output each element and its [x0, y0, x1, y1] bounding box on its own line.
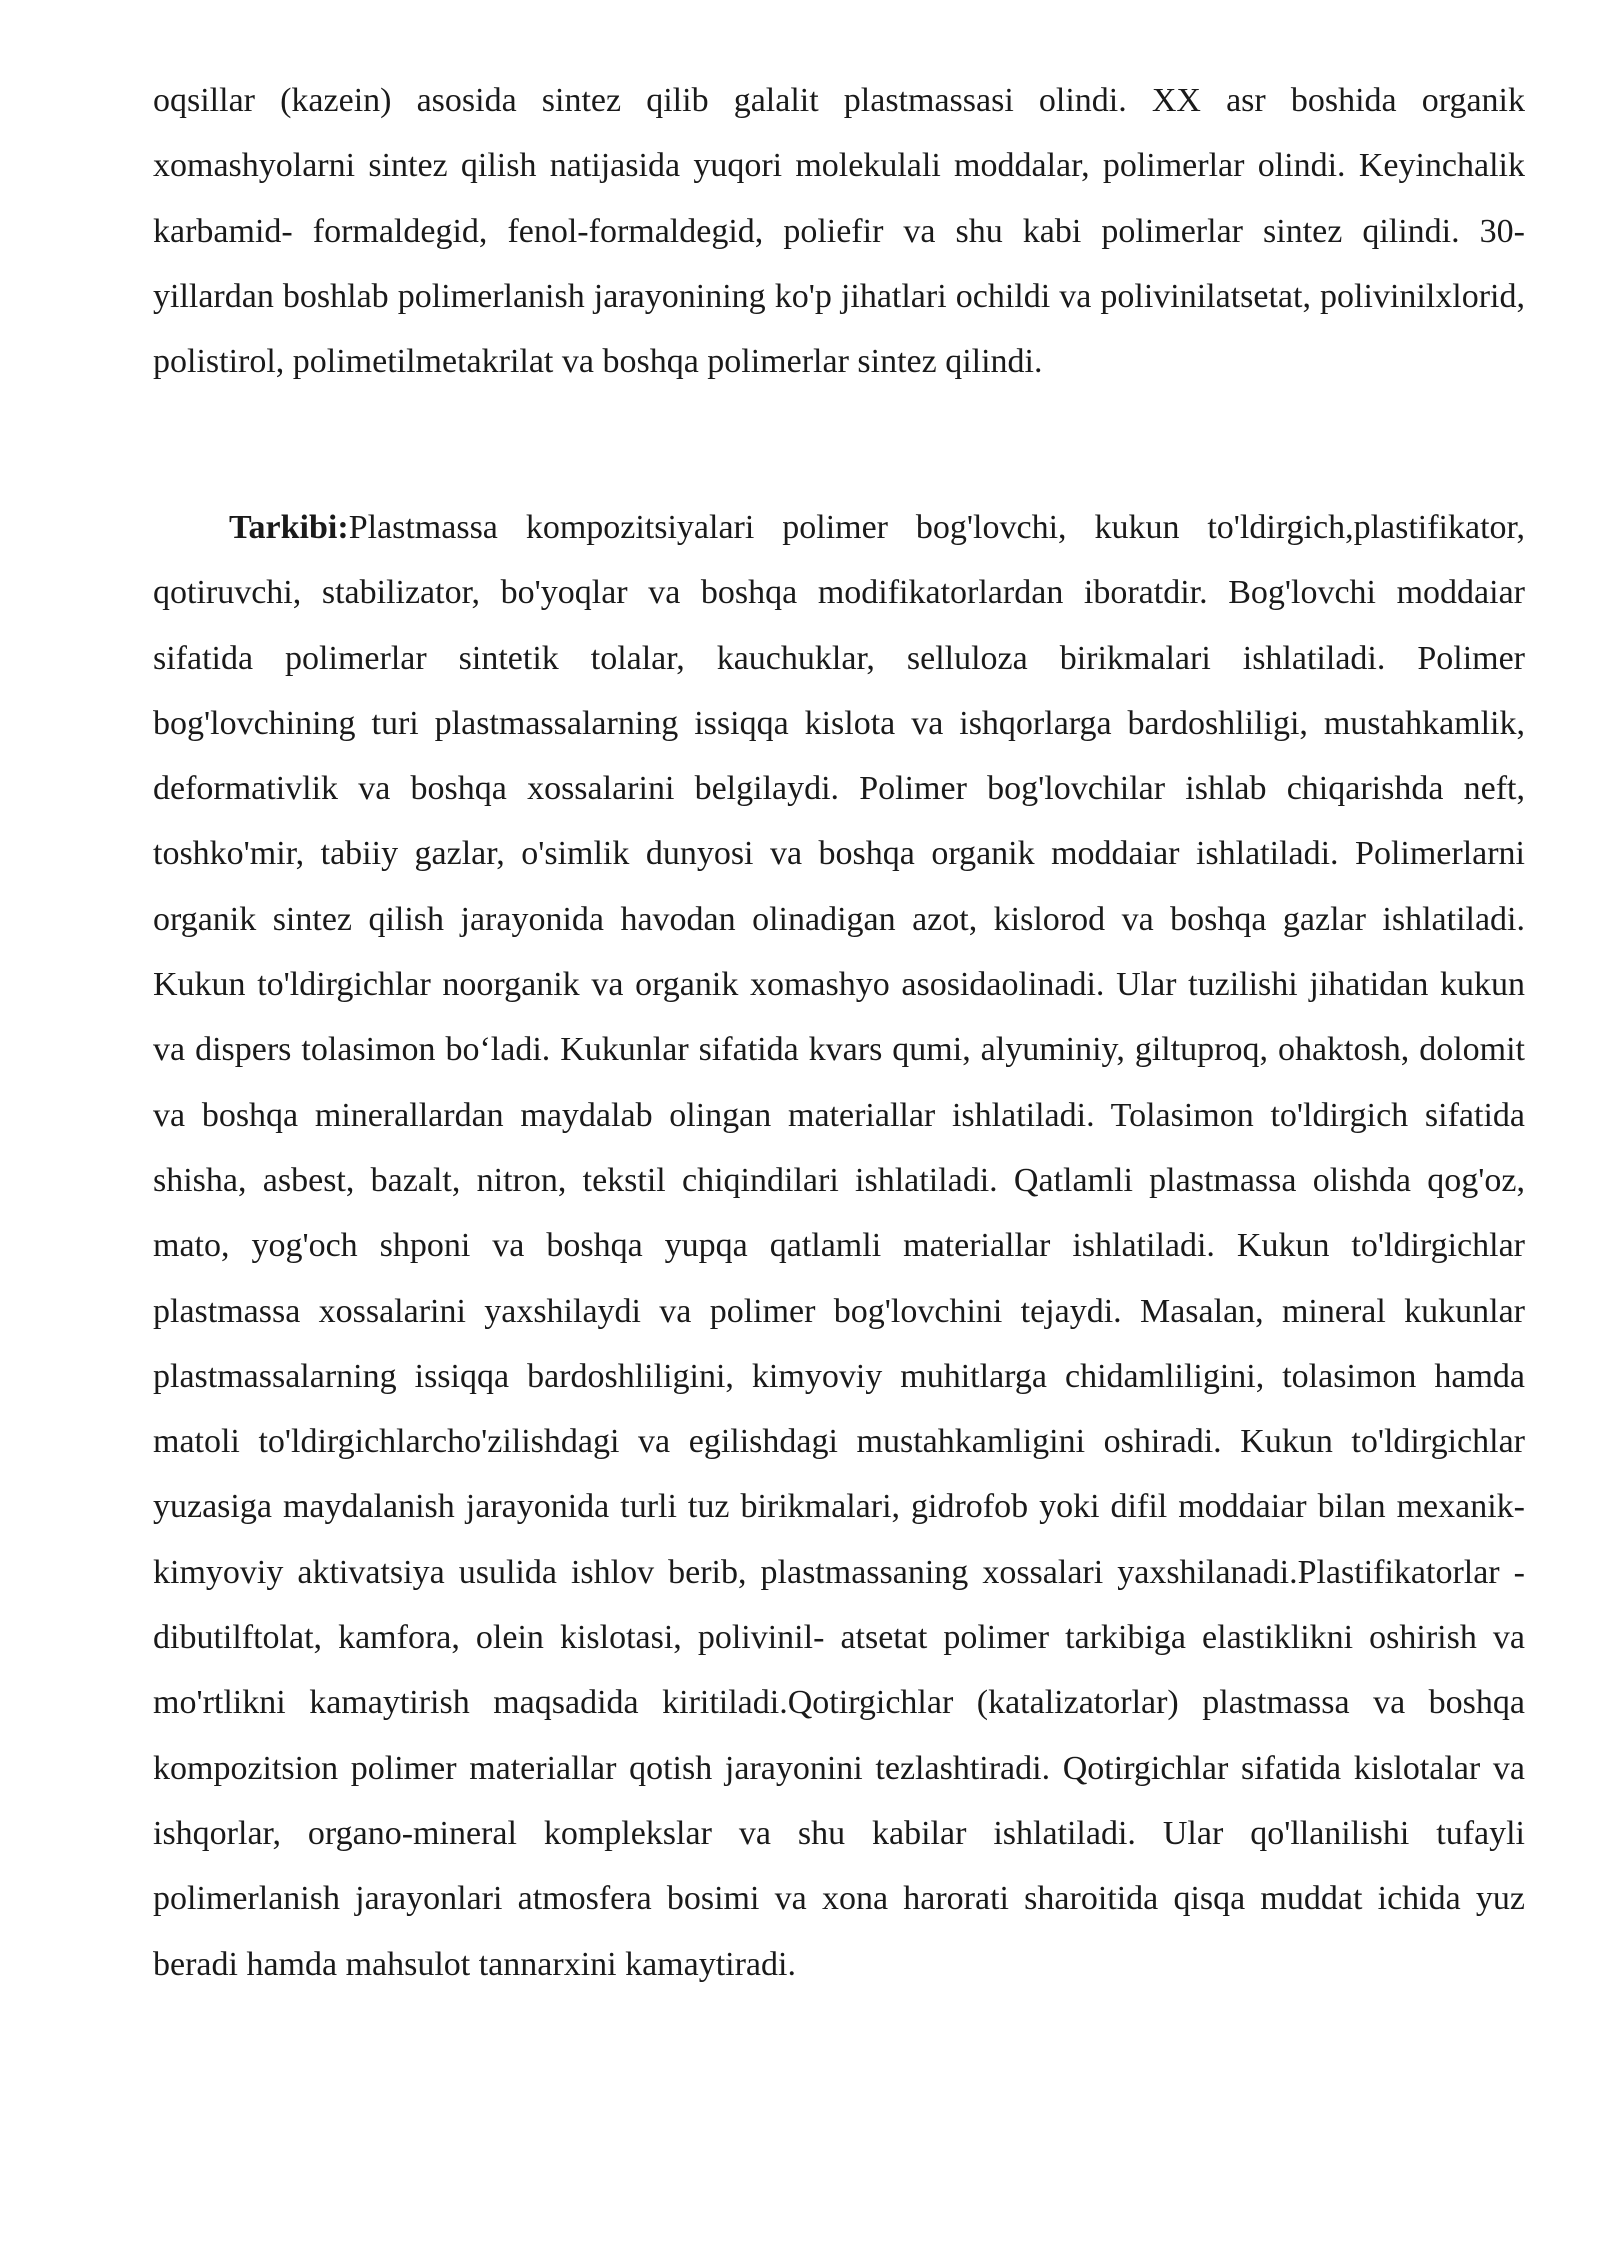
- section-heading-tarkibi: Tarkibi:: [229, 509, 349, 546]
- paragraph-composition-body: Plastmassa kompozitsiyalari polimer bog'lovchi, kukun to'ldirgich,plastifikator, qotiruvchi, stabilizator, bo'yoqlar va boshqa modifikatorlardan iboratdir. Bog'lovchi moddaiar sifatida polimerlar sintetik tolalar, kauchuklar, selluloza birikmalari ishlatiladi. Polimer bog'lovchining turi plastmassalarning issiqqa kislota va ishqorlarga bardoshliligi, mustahkamlik, deformativlik va boshqa xossalarini belgilaydi. Polimer bog'lovchilar ishlab chiqarishda neft, toshko'mir, tabiiy gazlar, o'simlik dunyosi va boshqa organik moddaiar ishlatiladi. Polimerlarni organik sintez qilish jarayonida havodan olinadigan azot, kislorod va boshqa gazlar ishlatiladi. Kukun to'ldirgichlar noorganik va organik xomashyo asosidaolinadi. Ular tuzilishi jihatidan kukun va dispers tolasimon bo‘ladi. Kukunlar sifatida kvars qumi, alyuminiy, giltuproq, ohaktosh, dolomit va boshqa minerallardan maydalab olingan materiallar ishlatiladi. Tolasimon to'ldirgich sifatida shisha, asbest, bazalt, nitron, tekstil chiqindilari ishlatiladi. Qatlamli plastmassa olishda qog'oz, mato, yog'och shponi va boshqa yupqa qatlamli materiallar ishlatiladi. Kukun to'ldirgichlar plastmassa xossalarini yaxshilaydi va polimer bog'lovchini tejaydi. Masalan, mineral kukunlar plastmassalarning issiqqa bardoshliligini, kimyoviy muhitlarga chidamliligini, tolasimon hamda matoli to'ldirgichlarcho'zilishdagi va egilishdagi mustahkamligini oshiradi. Kukun to'ldirgichlar yuzasiga maydalanish jarayonida turli tuz birikmalari, gidrofob yoki difil moddaiar bilan mexanik-kimyoviy aktivatsiya usulida ishlov berib, plastmassaning xossalari yaxshilanadi.Plastifikatorlar - dibutilftolat, kamfora, olein kislotasi, polivinil- atsetat polimer tarkibiga elastiklikni oshirish va mo'rtlikni kamaytirish maqsadida kiritiladi.Qotirgichlar (katalizatorlar) plastmassa va boshqa kompozitsion polimer materiallar qotish jarayonini tezlashtiradi. Qotirgichlar sifatida kislotalar va ishqorlar, organo-mineral komplekslar va shu kabilar ishlatiladi. Ular qo'llanilishi tufayli polimerlanish jarayonlari atmosfera bosimi va xona harorati sharoitida qisqa muddat ichida yuz beradi hamda mahsulot tannarxini kamaytiradi.: [153, 509, 1525, 1983]
- paragraph-intro: oqsillar (kazein) asosida sintez qilib galalit plastmassasi olindi. XX asr boshida organik xomashyolarni sintez qilish natijasida yuqori molekulali moddalar, polimerlar olindi. Keyinchalik karbamid- formaldegid, fenol-formaldegid, poliefir va shu kabi polimerlar sintez qilindi. 30-yillardan boshlab polimerlanish jarayonining ko'p jihatlari ochildi va polivinilatsetat, polivinilxlorid, polistirol, polimetilmetakrilat va boshqa polimerlar sintez qilindi.: [153, 82, 1525, 381]
- paragraph-composition: [153, 495, 1525, 1997]
